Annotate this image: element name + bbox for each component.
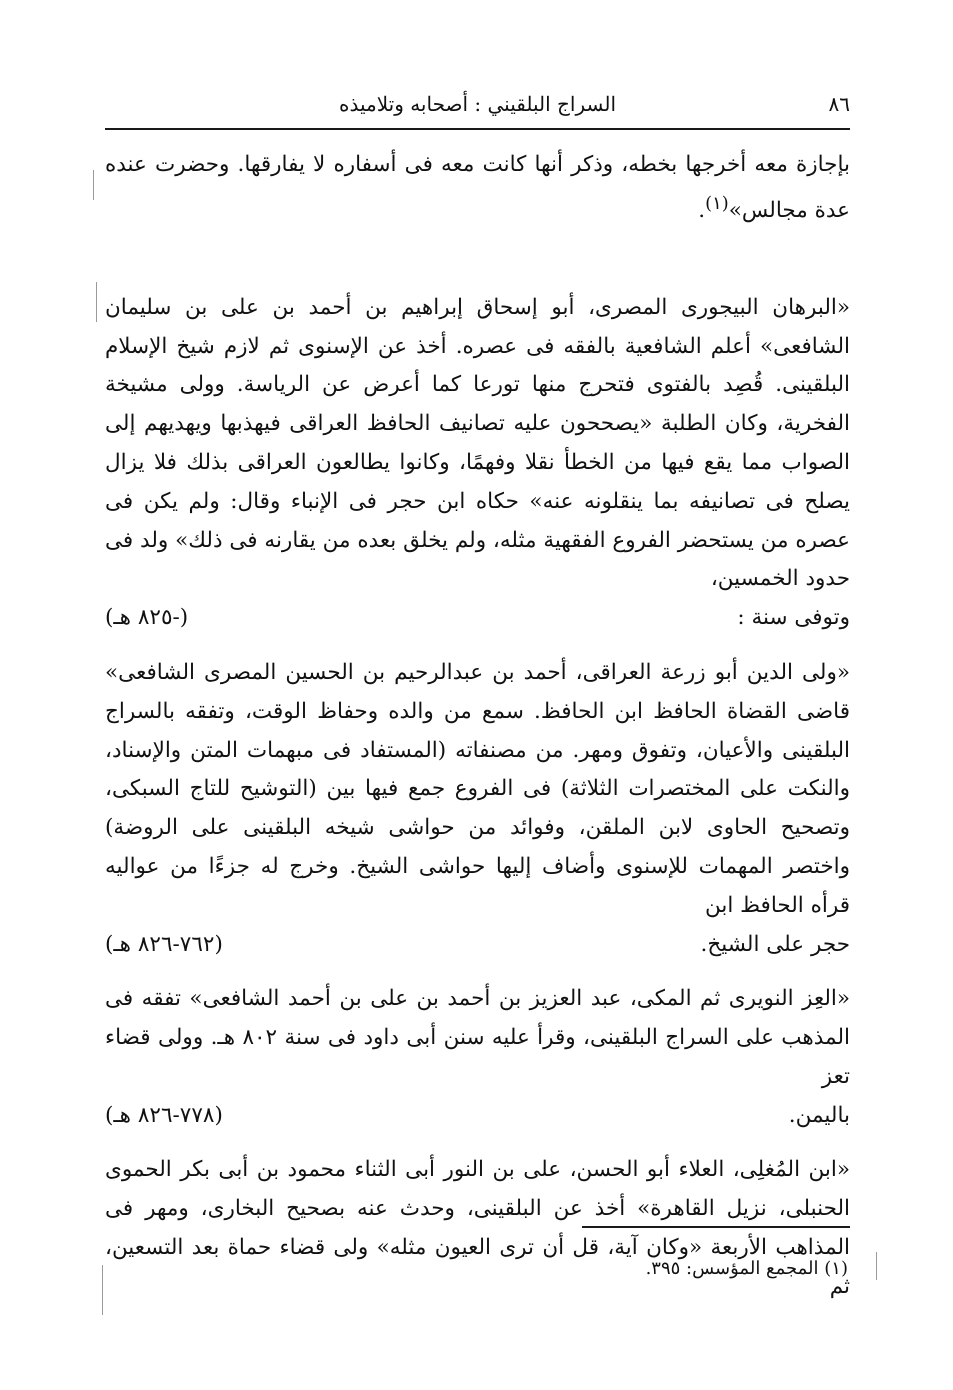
entry-date-line xyxy=(105,1097,850,1136)
scan-margin-mark xyxy=(93,170,94,200)
entry-date-line xyxy=(105,599,850,638)
page-header xyxy=(105,90,850,124)
entry-dates: (٧٦٢-٨٢٦ هـ) xyxy=(105,931,223,957)
paragraph-text: «ابن المُغلِى، العلاء أبو الحسن، على بن النور أبى الثناء محمود بن أبى بكر الحموى الحنبلى، نزيل القاهرة» أخذ عن البلقينى، وحدث عنه بصحيح البخارى، ومهر فى المذاهب الأربعة «وكان آية، قل أن ترى العيون مثله» ولى قضاء حماة بعد التسعين، ثم xyxy=(105,1157,850,1299)
page-number: ٨٦ xyxy=(828,92,850,116)
header-rule xyxy=(105,128,850,130)
paragraph-text: «البرهان البيجورى المصرى، أبو إسحاق إبراهيم بن أحمد بن على بن سليمان الشافعى» أعلم الشافعية بالفقه فى عصره. أخذ عن الإسنوى ثم لازم شيخ الإسلام البلقينى. قُصِد بالفتوى فتحرج منها تورعا كما أعرض عن الرياسة. وولى مشيخة الفخرية، وكان الطلبة «يصححون عليه تصانيف الحافظ العراقى فيهذبها ويهديهم إلى الصواب مما يقع فيها من الخطأ نقلا وفهمًا، وكانوا يطالعون العراقى بذلك فلا يزال يصلح فى تصانيفه بما ينقلونه عنه» حكاه ابن حجر فى الإنباء وقال: ولم يكن فى عصره من يستحضر الفروع الفقهية مثله، ولم يخلق بعده من يقارنه فى ذلك» ولد فى حدود الخمسين، xyxy=(105,294,850,592)
paragraph-suffix: . xyxy=(698,197,706,223)
paragraph-text: «ولى الدين أبو زرعة العراقى، أحمد بن عبدالرحيم بن الحسين المصرى الشافعى» قاضى القضاة الحافظ ابن الحافظ. سمع من والده وحفاظ الوقت، وتفقه بالسراج البلقينى والأعيان، وتفوق ومهر. من مصنفاته (المستفاد فى مبهمات المتن والإسناد، والنكت على المختصرات الثلاثة) فى الفروع جمع فيها بين (التوشيح للتاج السبكى، وتصحيح الحاوى لابن الملقن، وفوائد من حواشى شيخه البلقينى على الروضة) واختصر المهمات للإسنوى وأضاف إليها حواشى الشيخ. وخرج له جزءًا من عواليه قرأه الحافظ ابن xyxy=(105,659,850,918)
entry-ibn-al-mughli xyxy=(105,1151,850,1306)
entry-abu-zura-al-iraqi xyxy=(105,654,850,964)
entry-al-izz-al-nuwayri xyxy=(105,980,850,1135)
paragraph-text: «العِز النويرى ثم المكى، عبد العزيز بن أحمد بن على بن أحمد الشافعى» تفقه فى المذهب على السراج البلقينى، وقرأ عليه سنن أبى داود فى سنة ٨٠٢ هـ. وولى قضاء تعز xyxy=(105,986,850,1089)
entry-dates: (٧٧٨-٨٢٦ هـ) xyxy=(105,1102,223,1128)
scan-margin-mark xyxy=(876,1252,877,1280)
footnote-rule xyxy=(582,1226,850,1228)
entry-last-line: وتوفى سنة : xyxy=(737,605,850,631)
entry-burhan-al-bijuri xyxy=(105,289,850,638)
paragraph-continuation xyxy=(105,146,850,231)
entry-last-line: باليمن. xyxy=(788,1102,850,1128)
entry-date-line xyxy=(105,926,850,965)
scan-margin-mark xyxy=(102,1265,103,1315)
entry-last-line: حجر على الشيخ. xyxy=(700,931,850,957)
scan-margin-mark xyxy=(96,282,97,322)
running-title: السراج البلقيني : أصحابه وتلاميذه xyxy=(338,92,617,116)
entry-dates: (-٨٢٥ هـ) xyxy=(105,605,189,631)
footnote-reference: (١) xyxy=(705,192,729,214)
paragraph-text: بإجازة معه أخرجها بخطه، وذكر أنها كانت معه فى أسفاره لا يفارقها. وحضرت عنده عدة مجالس» xyxy=(105,152,850,223)
main-text xyxy=(105,146,850,1323)
footnote: (١) المجمع المؤسس: ٣٩٥. xyxy=(645,1258,848,1279)
